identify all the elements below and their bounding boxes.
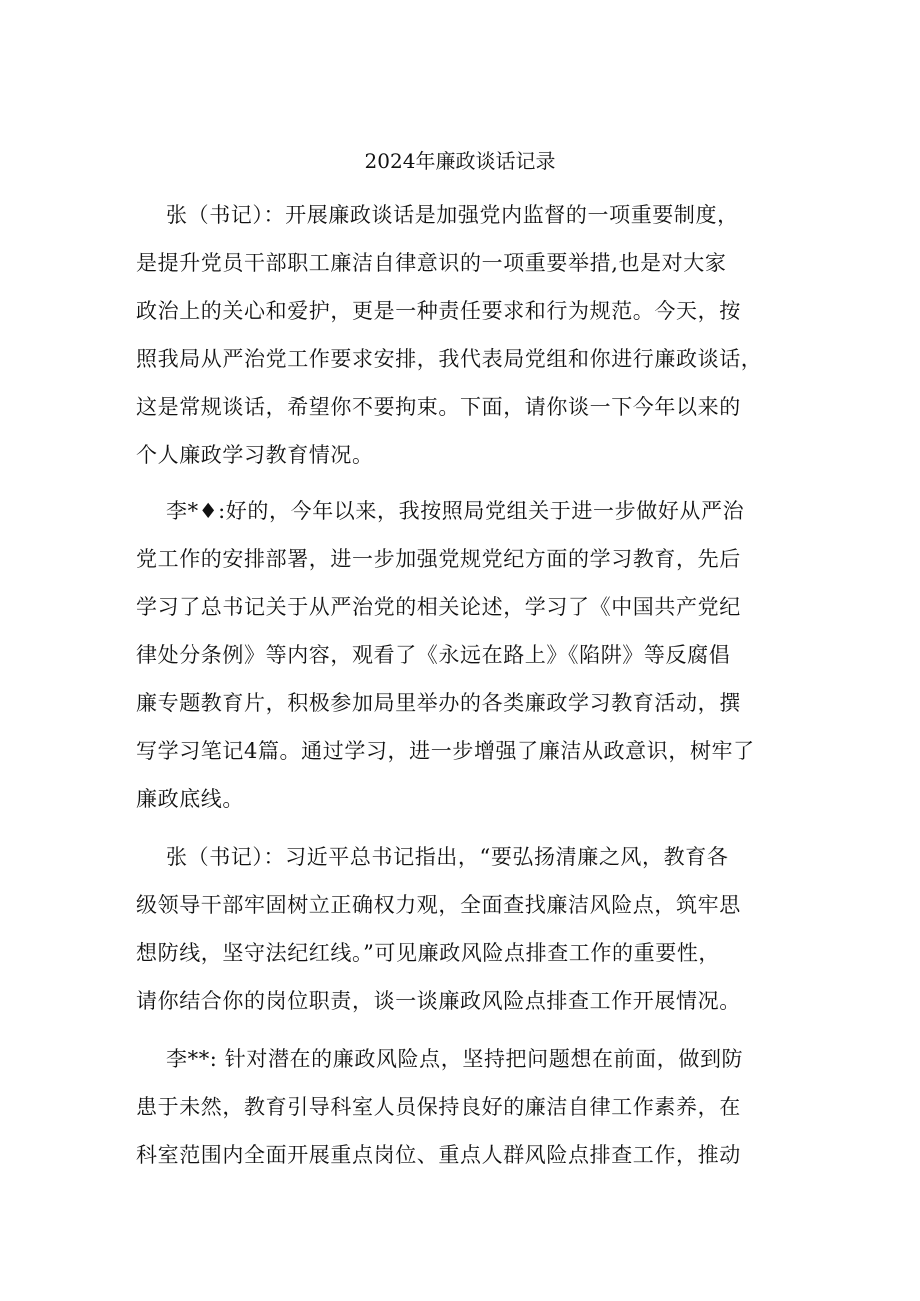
paragraph-3-line-1: 张（书记）：习近平总书记指出，“要弘扬清廉之风，教育各 (166, 845, 729, 869)
paragraph-1-line-4: 照我局从严治党工作要求安排，我代表局党组和你进行廉政谈话， (136, 347, 763, 371)
paragraph-3-line-4: 请你结合你的岗位职责，谈一谈廉政风险点排查工作开展情况。 (136, 989, 741, 1013)
paragraph-2-line-2: 党工作的安排部署，进一步加强党规党纪方面的学习教育，先后 (136, 547, 741, 571)
paragraph-3-line-3: 想防线，坚守法纪红线。”可见廉政风险点排查工作的重要性， (136, 941, 721, 965)
paragraph-2-line-5: 廉专题教育片，积极参加局里举办的各类廉政学习教育活动，撰 (136, 691, 741, 715)
paragraph-3-line-2: 级领导干部牢固树立正确权力观，全面查找廉洁风险点，筑牢思 (136, 893, 741, 917)
paragraph-1-line-5: 这是常规谈话，希望你不要拘束。下面，请你谈一下今年以来的 (136, 395, 741, 419)
paragraph-4-line-1: 李**: 针对潜在的廉政风险点，坚持把问题想在前面，做到防 (166, 1047, 744, 1071)
paragraph-2-line-1: 李*♦:好的，今年以来，我按照局党组关于进一步做好从严治 (166, 499, 745, 523)
document-title: 2024年廉政谈话记录 (364, 149, 556, 173)
paragraph-2-line-4: 律处分条例》等内容，观看了《永远在路上》《陷阱》等反腐倡 (136, 643, 731, 667)
paragraph-1-line-1: 张（书记）：开展廉政谈话是加强党内监督的一项重要制度， (166, 203, 739, 227)
paragraph-1-line-6: 个人廉政学习教育情况。 (136, 443, 374, 467)
paragraph-1-line-3: 政治上的关心和爱护，更是一种责任要求和行为规范。今天，按 (136, 299, 741, 323)
paragraph-4-line-2: 患于未然，教育引导科室人员保持良好的廉洁自律工作素养，在 (136, 1095, 741, 1119)
paragraph-2-line-3: 学习了总书记关于从严治党的相关论述，学习了《中国共产党纪 (136, 595, 741, 619)
paragraph-2-line-6: 写学习笔记4篇。通过学习，进一步增强了廉洁从政意识，树牢了 (136, 739, 755, 763)
paragraph-4-line-3: 科室范围内全面开展重点岗位、重点人群风险点排查工作，推动 (136, 1143, 741, 1167)
paragraph-2-line-7: 廉政底线。 (136, 787, 244, 811)
paragraph-1-line-2: 是提升党员干部职工廉洁自律意识的一项重要举措,也是对大家 (136, 251, 727, 275)
